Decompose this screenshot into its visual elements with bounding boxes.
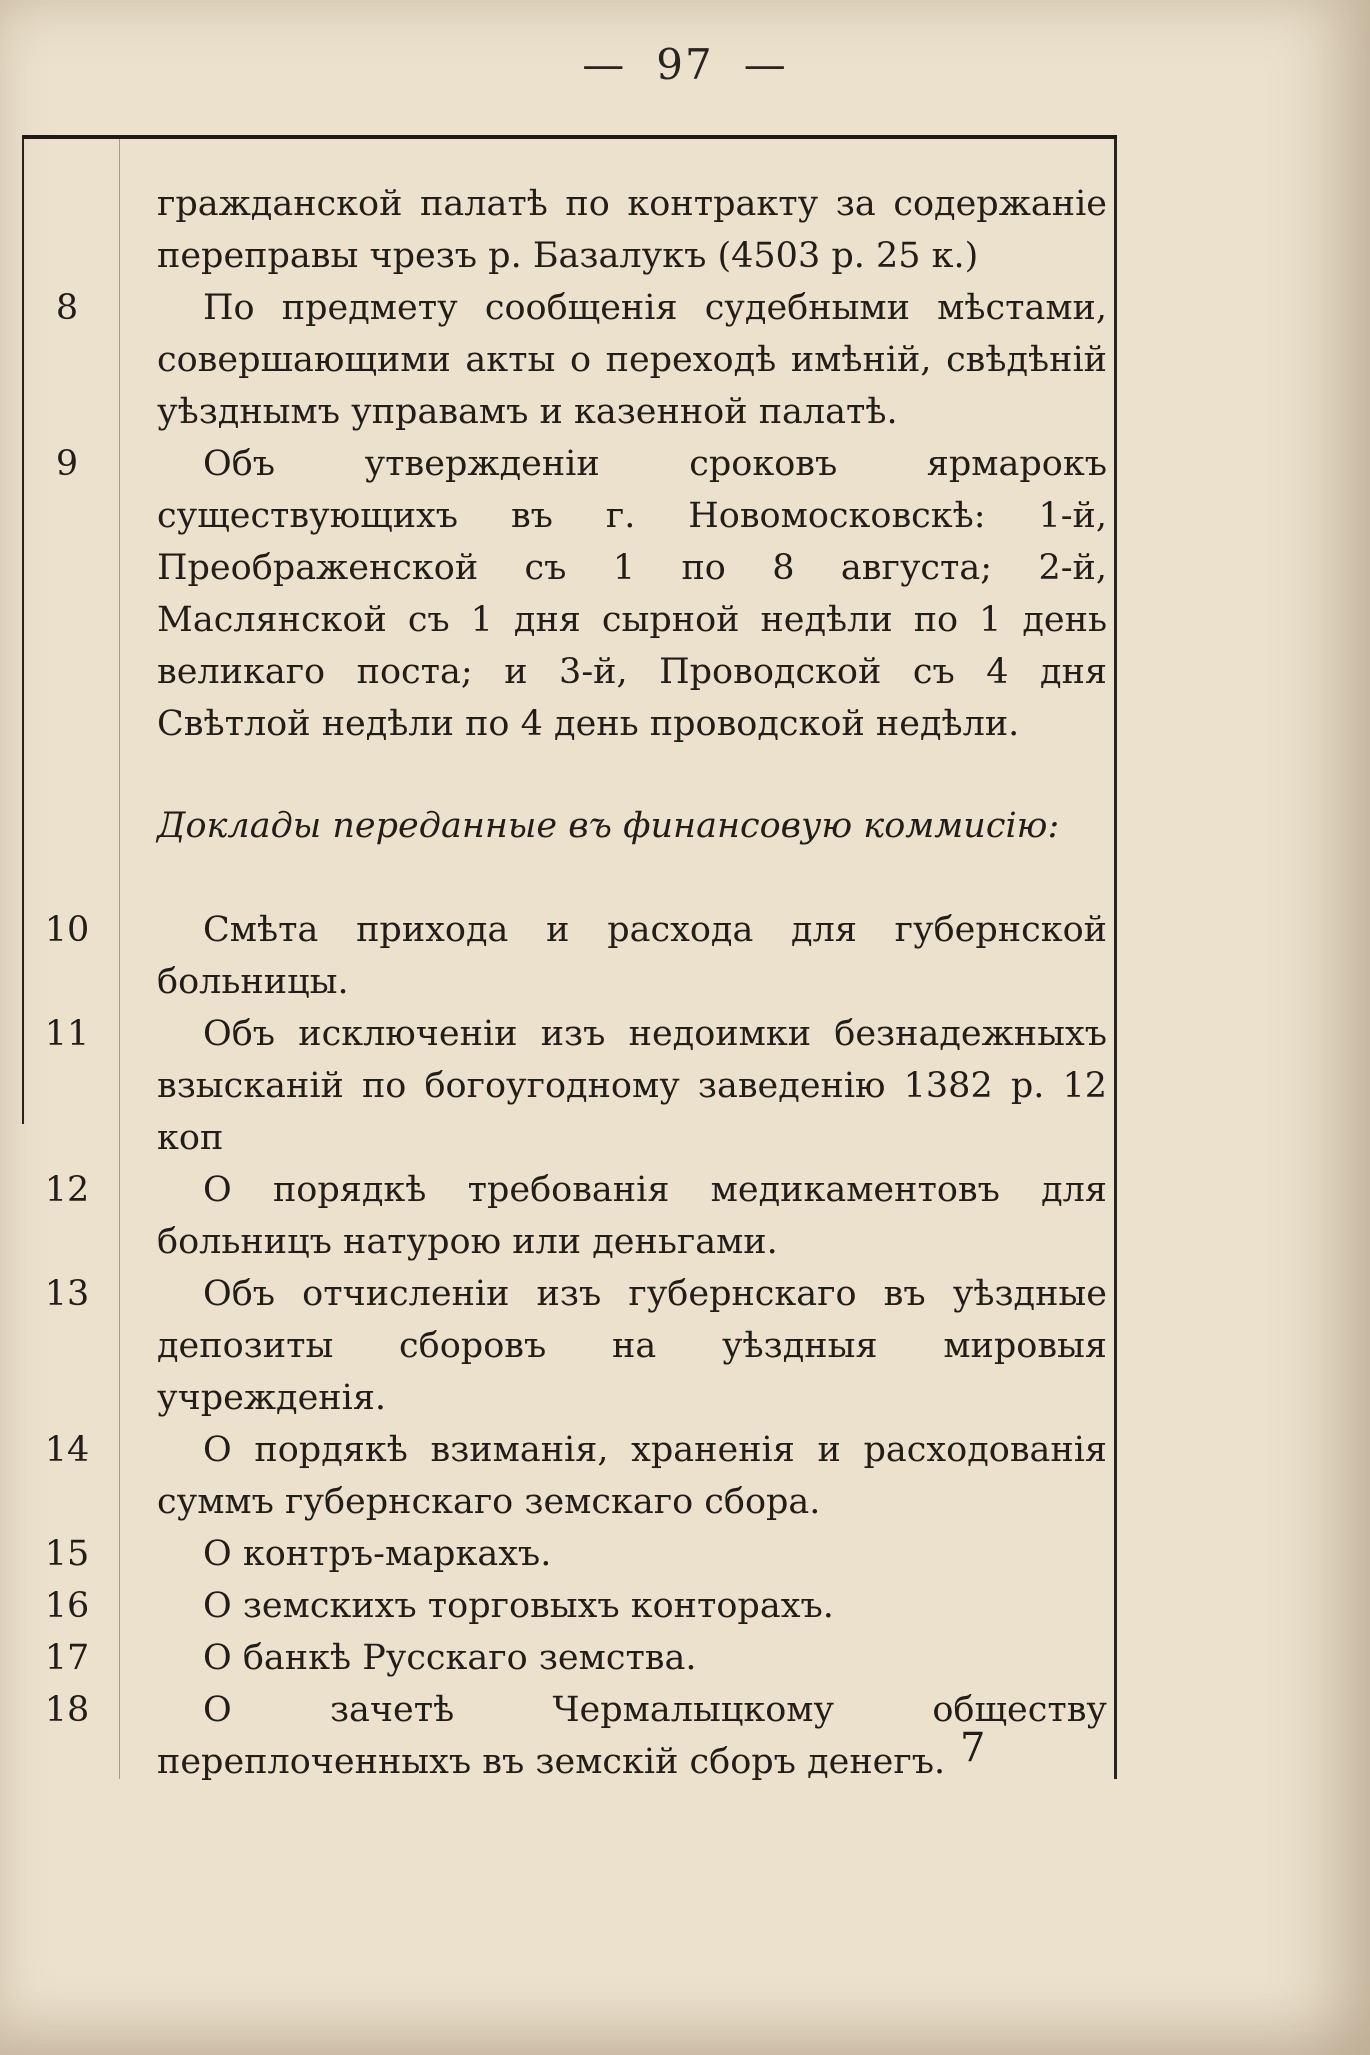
entry-number: 14 bbox=[44, 1430, 90, 1470]
signature-mark: 7 bbox=[960, 1725, 986, 1771]
entry-text: Смѣта прихода и расхода для губернской больницы. bbox=[157, 910, 1107, 1002]
entry-text: О банкѣ Русскаго земства. bbox=[203, 1638, 697, 1678]
entry-text: О земскихъ торговыхъ конторахъ. bbox=[203, 1586, 834, 1626]
dash-left: — bbox=[582, 40, 627, 89]
entry-text: Объ отчисленіи изъ губернскаго въ уѣздные депозиты сборовъ на уѣздныя мировыя учрежденія. bbox=[157, 1274, 1107, 1418]
entry-number: 18 bbox=[44, 1690, 90, 1730]
entry-text: Объ исключеніи изъ недоимки безнадежныхъ взысканій по богоугодному заведенію 1382 р. 12 коп bbox=[157, 1014, 1107, 1158]
entry-13 bbox=[22, 1268, 1117, 1424]
entry-number: 13 bbox=[44, 1274, 90, 1314]
entry-body bbox=[157, 438, 1107, 750]
entry-11 bbox=[22, 1008, 1117, 1164]
entry-text: О контръ-маркахъ. bbox=[203, 1534, 552, 1574]
entry-number: 11 bbox=[44, 1014, 90, 1054]
entry-body bbox=[157, 1580, 1107, 1632]
section-heading: Доклады переданные въ финансовую коммисію: bbox=[157, 806, 1060, 846]
dash-right: — bbox=[743, 40, 788, 89]
entry-number: 8 bbox=[55, 288, 79, 328]
page-number bbox=[0, 40, 1370, 89]
entry-number: 16 bbox=[44, 1586, 90, 1626]
entry-text: Объ утвержденіи сроковъ ярмарокъ существующихъ въ г. Новомосковскѣ: 1-й, Преображенской съ 1 по 8 августа; 2-й, Маслянской съ 1 дня сырной недѣли по 1 день великаго поста; и 3-й, Проводской съ 4 дня Свѣтлой недѣли по 4 день проводской недѣли. bbox=[157, 444, 1107, 744]
continuation-entry bbox=[22, 178, 1117, 282]
entry-number: 12 bbox=[44, 1170, 90, 1210]
entry-body bbox=[157, 1164, 1107, 1268]
entry-text: гражданской палатѣ по контракту за содержаніе переправы чрезъ р. Базалукъ (4503 р. 25 к.) bbox=[157, 184, 1107, 276]
entry-17 bbox=[22, 1632, 1117, 1684]
entry-body bbox=[157, 904, 1107, 1008]
entry-8 bbox=[22, 282, 1117, 438]
entry-body bbox=[157, 1632, 1107, 1684]
entry-14 bbox=[22, 1424, 1117, 1528]
entry-number: 17 bbox=[44, 1638, 90, 1678]
entry-body bbox=[157, 1008, 1107, 1164]
entry-number: 10 bbox=[44, 910, 90, 950]
entry-16 bbox=[22, 1580, 1117, 1632]
page-number-value: 97 bbox=[656, 40, 714, 89]
entry-text: О зачетѣ Чермалыцкому обществу переплоченныхъ въ земскій сборъ денегъ. bbox=[157, 1690, 1107, 1782]
entry-10 bbox=[22, 904, 1117, 1008]
entries-list bbox=[22, 178, 1117, 1788]
entry-body bbox=[157, 1528, 1107, 1580]
entry-12 bbox=[22, 1164, 1117, 1268]
entry-number: 9 bbox=[55, 444, 79, 484]
entry-body bbox=[157, 1424, 1107, 1528]
entry-15 bbox=[22, 1528, 1117, 1580]
entry-text: О порядкѣ требованія медикаментовъ для больницъ натурою или деньгами. bbox=[157, 1170, 1107, 1262]
entry-text: О пордякѣ взиманія, храненія и расходованія суммъ губернскаго земскаго сбора. bbox=[157, 1430, 1107, 1522]
entry-9 bbox=[22, 438, 1117, 750]
entry-body bbox=[157, 1268, 1107, 1424]
entry-text: По предмету сообщенія судебными мѣстами, совершающими акты о переходѣ имѣній, свѣдѣній уѣзднымъ управамъ и казенной палатѣ. bbox=[157, 288, 1107, 432]
entry-number: 15 bbox=[44, 1534, 90, 1574]
entry-body bbox=[157, 282, 1107, 438]
entry-18 bbox=[22, 1684, 1117, 1788]
